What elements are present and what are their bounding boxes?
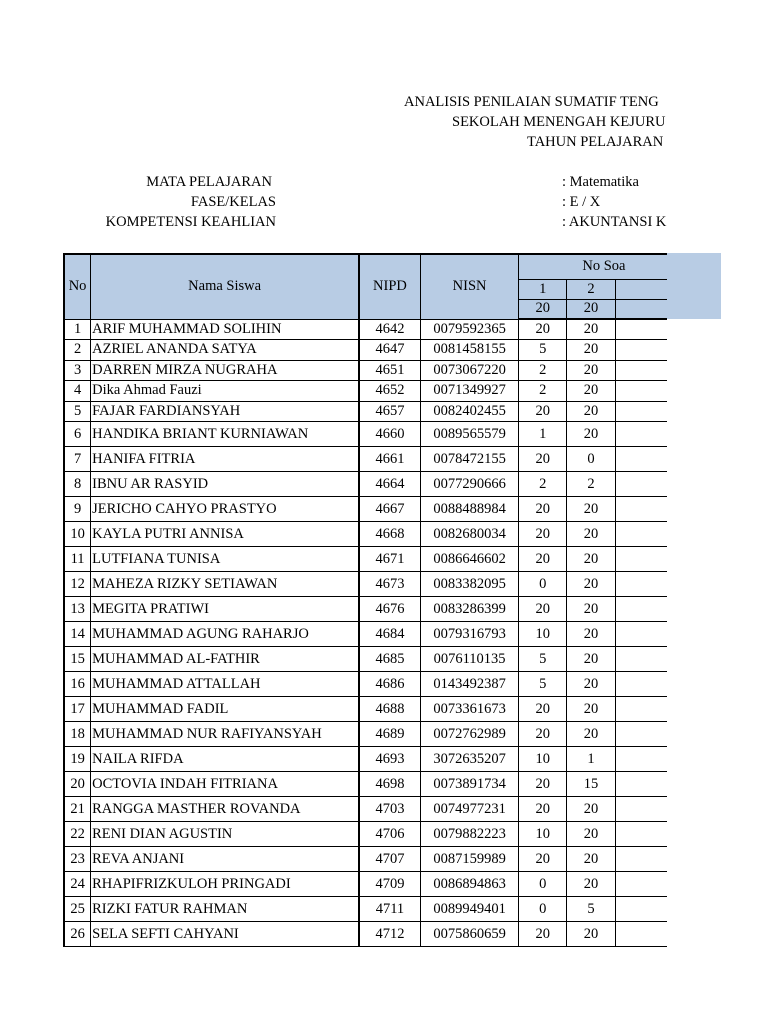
cell-score-1: 0 <box>519 572 567 597</box>
cell-score-2: 20 <box>567 522 616 547</box>
cell-no: 25 <box>64 897 91 922</box>
cell-score-3 <box>615 647 667 672</box>
cell-score-3 <box>615 697 667 722</box>
table-row <box>64 647 667 672</box>
cell-score-1: 20 <box>519 697 567 722</box>
cell-nisn: 0083382095 <box>420 572 519 597</box>
cell-nama: RIZKI FATUR RAHMAN <box>91 897 359 922</box>
cell-no: 7 <box>64 447 91 472</box>
cell-no: 4 <box>64 381 91 402</box>
cell-nipd: 4652 <box>359 381 420 402</box>
cell-no: 20 <box>64 772 91 797</box>
table-row <box>64 381 667 402</box>
cell-nama: NAILA RIFDA <box>91 747 359 772</box>
table-row <box>64 340 667 361</box>
table-row <box>64 797 667 822</box>
cell-score-1: 5 <box>519 672 567 697</box>
cell-nipd: 4657 <box>359 401 420 422</box>
cell-score-2: 20 <box>567 319 616 340</box>
cell-nipd: 4709 <box>359 872 420 897</box>
cell-nama: RENI DIAN AGUSTIN <box>91 822 359 847</box>
cell-nisn: 0075860659 <box>420 922 519 947</box>
cell-score-3 <box>615 497 667 522</box>
cell-nipd: 4689 <box>359 722 420 747</box>
table-row <box>64 872 667 897</box>
cell-nama: MUHAMMAD FADIL <box>91 697 359 722</box>
cell-score-3 <box>615 401 667 422</box>
cell-no: 26 <box>64 922 91 947</box>
table-row <box>64 497 667 522</box>
cell-nama: MUHAMMAD NUR RAFIYANSYAH <box>91 722 359 747</box>
cell-score-2: 20 <box>567 381 616 402</box>
cell-nisn: 0089565579 <box>420 422 519 447</box>
cell-no: 10 <box>64 522 91 547</box>
cell-nama: AZRIEL ANANDA SATYA <box>91 340 359 361</box>
cell-score-3 <box>615 360 667 381</box>
table-row <box>64 597 667 622</box>
cell-score-1: 20 <box>519 847 567 872</box>
cell-score-1: 20 <box>519 522 567 547</box>
cell-score-3 <box>615 447 667 472</box>
cell-score-3 <box>615 472 667 497</box>
cell-nama: REVA ANJANI <box>91 847 359 872</box>
cell-score-3 <box>615 772 667 797</box>
table-row <box>64 572 667 597</box>
cell-score-3 <box>615 672 667 697</box>
info-value-competency: : AKUNTANSI K <box>562 214 667 230</box>
cell-nipd: 4685 <box>359 647 420 672</box>
cell-nisn: 0078472155 <box>420 447 519 472</box>
cell-score-2: 20 <box>567 622 616 647</box>
cell-score-2: 20 <box>567 497 616 522</box>
cell-nama: ARIF MUHAMMAD SOLIHIN <box>91 319 359 340</box>
cell-nama: IBNU AR RASYID <box>91 472 359 497</box>
title-line-2: SEKOLAH MENENGAH KEJURU <box>452 114 666 130</box>
cell-nisn: 0082402455 <box>420 401 519 422</box>
cell-no: 14 <box>64 622 91 647</box>
cell-nisn: 0079316793 <box>420 622 519 647</box>
cell-nama: RANGGA MASTHER ROVANDA <box>91 797 359 822</box>
cell-no: 16 <box>64 672 91 697</box>
table-row <box>64 672 667 697</box>
cell-score-3 <box>615 922 667 947</box>
cell-nama: KAYLA PUTRI ANNISA <box>91 522 359 547</box>
cell-score-2: 1 <box>567 747 616 772</box>
info-label-competency: KOMPETENSI KEAHLIAN <box>105 214 276 230</box>
cell-score-3 <box>615 319 667 340</box>
cell-no: 1 <box>64 319 91 340</box>
cell-nisn: 0077290666 <box>420 472 519 497</box>
cell-no: 5 <box>64 401 91 422</box>
cell-nisn: 0073361673 <box>420 697 519 722</box>
cell-score-1: 20 <box>519 797 567 822</box>
cell-nisn: 0074977231 <box>420 797 519 822</box>
cell-nipd: 4712 <box>359 922 420 947</box>
table-row <box>64 722 667 747</box>
cell-nisn: 0079882223 <box>420 822 519 847</box>
cell-nama: HANDIKA BRIANT KURNIAWAN <box>91 422 359 447</box>
cell-score-1: 2 <box>519 472 567 497</box>
cell-score-1: 2 <box>519 381 567 402</box>
cell-nipd: 4676 <box>359 597 420 622</box>
cell-no: 2 <box>64 340 91 361</box>
cell-score-2: 20 <box>567 697 616 722</box>
info-label-class: FASE/KELAS <box>190 194 276 210</box>
cell-nipd: 4688 <box>359 697 420 722</box>
table-row <box>64 847 667 872</box>
cell-score-2: 20 <box>567 360 616 381</box>
cell-score-3 <box>615 797 667 822</box>
cell-score-1: 20 <box>519 401 567 422</box>
cell-nama: LUTFIANA TUNISA <box>91 547 359 572</box>
cell-score-2: 20 <box>567 822 616 847</box>
cell-score-3 <box>615 872 667 897</box>
info-label-subject: MATA PELAJARAN <box>146 174 272 190</box>
title-line-1: ANALISIS PENILAIAN SUMATIF TENG <box>404 94 659 110</box>
table-row <box>64 822 667 847</box>
cell-score-3 <box>615 897 667 922</box>
cell-nisn: 0071349927 <box>420 381 519 402</box>
cell-score-1: 2 <box>519 360 567 381</box>
cell-score-3 <box>615 622 667 647</box>
cell-score-1: 0 <box>519 872 567 897</box>
cell-score-3 <box>615 597 667 622</box>
cell-nama: RHAPIFRIZKULOH PRINGADI <box>91 872 359 897</box>
header-max-score: 20 <box>519 299 567 319</box>
cell-nama: MAHEZA RIZKY SETIAWAN <box>91 572 359 597</box>
cell-score-2: 20 <box>567 547 616 572</box>
cell-nama: HANIFA FITRIA <box>91 447 359 472</box>
cell-nipd: 4711 <box>359 897 420 922</box>
cell-score-2: 20 <box>567 401 616 422</box>
cell-no: 12 <box>64 572 91 597</box>
header-no-soal: No Soa <box>519 254 667 279</box>
cell-no: 24 <box>64 872 91 897</box>
cell-score-1: 20 <box>519 497 567 522</box>
cell-no: 13 <box>64 597 91 622</box>
cell-score-2: 20 <box>567 672 616 697</box>
cell-no: 17 <box>64 697 91 722</box>
cell-score-1: 5 <box>519 340 567 361</box>
cell-nama: MEGITA PRATIWI <box>91 597 359 622</box>
cell-score-3 <box>615 547 667 572</box>
cell-nisn: 0088488984 <box>420 497 519 522</box>
cell-score-2: 20 <box>567 572 616 597</box>
cell-score-2: 20 <box>567 597 616 622</box>
table-row <box>64 697 667 722</box>
header-nipd: NIPD <box>359 254 420 319</box>
cell-score-2: 0 <box>567 447 616 472</box>
cell-score-3 <box>615 747 667 772</box>
cell-score-2: 20 <box>567 722 616 747</box>
cell-nipd: 4667 <box>359 497 420 522</box>
cell-score-2: 20 <box>567 422 616 447</box>
header-soal-number: 1 <box>519 279 567 299</box>
cell-score-2: 20 <box>567 847 616 872</box>
table-row <box>64 622 667 647</box>
cell-nisn: 0079592365 <box>420 319 519 340</box>
header-max-score <box>615 299 667 319</box>
cell-score-3 <box>615 822 667 847</box>
cell-nipd: 4703 <box>359 797 420 822</box>
header-soal-number <box>615 279 667 299</box>
cell-nama: SELA SEFTI CAHYANI <box>91 922 359 947</box>
cell-score-2: 20 <box>567 922 616 947</box>
cell-nipd: 4671 <box>359 547 420 572</box>
cell-nisn: 0086646602 <box>420 547 519 572</box>
cell-nipd: 4647 <box>359 340 420 361</box>
cell-nipd: 4664 <box>359 472 420 497</box>
cell-nisn: 0083286399 <box>420 597 519 622</box>
table-row <box>64 922 667 947</box>
cell-nama: MUHAMMAD AL-FATHIR <box>91 647 359 672</box>
cell-score-1: 20 <box>519 447 567 472</box>
cell-nisn: 0081458155 <box>420 340 519 361</box>
cell-nipd: 4668 <box>359 522 420 547</box>
table-row <box>64 747 667 772</box>
cell-nisn: 3072635207 <box>420 747 519 772</box>
cell-nipd: 4661 <box>359 447 420 472</box>
cell-score-1: 10 <box>519 822 567 847</box>
cell-score-2: 20 <box>567 340 616 361</box>
cell-score-1: 5 <box>519 647 567 672</box>
header-overflow-fill <box>667 253 721 319</box>
cell-nipd: 4642 <box>359 319 420 340</box>
cell-no: 11 <box>64 547 91 572</box>
cell-score-1: 20 <box>519 597 567 622</box>
cell-nama: MUHAMMAD ATTALLAH <box>91 672 359 697</box>
cell-nama: OCTOVIA INDAH FITRIANA <box>91 772 359 797</box>
cell-score-1: 20 <box>519 319 567 340</box>
cell-nisn: 0076110135 <box>420 647 519 672</box>
cell-nama: Dika Ahmad Fauzi <box>91 381 359 402</box>
cell-nisn: 0143492387 <box>420 672 519 697</box>
table-row <box>64 522 667 547</box>
info-value-subject: : Matematika <box>562 174 639 190</box>
cell-nisn: 0087159989 <box>420 847 519 872</box>
cell-nama: MUHAMMAD AGUNG RAHARJO <box>91 622 359 647</box>
cell-nisn: 0073067220 <box>420 360 519 381</box>
cell-no: 8 <box>64 472 91 497</box>
table-row <box>64 772 667 797</box>
cell-score-1: 20 <box>519 922 567 947</box>
cell-score-2: 15 <box>567 772 616 797</box>
cell-nama: FAJAR FARDIANSYAH <box>91 401 359 422</box>
cell-nisn: 0073891734 <box>420 772 519 797</box>
cell-score-3 <box>615 572 667 597</box>
cell-score-1: 10 <box>519 747 567 772</box>
table-row <box>64 360 667 381</box>
cell-score-2: 20 <box>567 872 616 897</box>
cell-nipd: 4684 <box>359 622 420 647</box>
cell-nisn: 0086894863 <box>420 872 519 897</box>
table-row <box>64 897 667 922</box>
cell-nipd: 4673 <box>359 572 420 597</box>
cell-nipd: 4660 <box>359 422 420 447</box>
cell-score-2: 2 <box>567 472 616 497</box>
cell-score-1: 20 <box>519 547 567 572</box>
cell-no: 9 <box>64 497 91 522</box>
cell-no: 15 <box>64 647 91 672</box>
cell-score-3 <box>615 522 667 547</box>
cell-score-2: 5 <box>567 897 616 922</box>
cell-score-2: 20 <box>567 647 616 672</box>
info-value-class: : E / X <box>562 194 601 210</box>
table-row <box>64 447 667 472</box>
table-row <box>64 547 667 572</box>
cell-score-1: 10 <box>519 622 567 647</box>
cell-score-1: 20 <box>519 772 567 797</box>
student-score-table <box>63 253 667 947</box>
cell-no: 22 <box>64 822 91 847</box>
cell-score-3 <box>615 847 667 872</box>
cell-nipd: 4651 <box>359 360 420 381</box>
title-line-3: TAHUN PELAJARAN <box>527 134 664 150</box>
header-max-score: 20 <box>567 299 616 319</box>
cell-score-1: 20 <box>519 722 567 747</box>
cell-nisn: 0082680034 <box>420 522 519 547</box>
cell-score-3 <box>615 422 667 447</box>
cell-no: 19 <box>64 747 91 772</box>
cell-nisn: 0089949401 <box>420 897 519 922</box>
cell-score-3 <box>615 340 667 361</box>
header-soal-number: 2 <box>567 279 616 299</box>
cell-nipd: 4693 <box>359 747 420 772</box>
cell-no: 18 <box>64 722 91 747</box>
cell-no: 3 <box>64 360 91 381</box>
cell-score-1: 1 <box>519 422 567 447</box>
cell-nipd: 4707 <box>359 847 420 872</box>
cell-score-3 <box>615 722 667 747</box>
cell-nipd: 4706 <box>359 822 420 847</box>
table-row <box>64 401 667 422</box>
table-row <box>64 319 667 340</box>
header-nisn: NISN <box>420 254 519 319</box>
cell-nipd: 4686 <box>359 672 420 697</box>
cell-nisn: 0072762989 <box>420 722 519 747</box>
cell-no: 6 <box>64 422 91 447</box>
cell-score-3 <box>615 381 667 402</box>
cell-nama: DARREN MIRZA NUGRAHA <box>91 360 359 381</box>
table-row <box>64 422 667 447</box>
cell-no: 21 <box>64 797 91 822</box>
cell-score-1: 0 <box>519 897 567 922</box>
cell-nipd: 4698 <box>359 772 420 797</box>
header-no: No <box>64 254 91 319</box>
table-row <box>64 472 667 497</box>
cell-score-2: 20 <box>567 797 616 822</box>
cell-no: 23 <box>64 847 91 872</box>
header-nama-siswa: Nama Siswa <box>91 254 359 319</box>
cell-nama: JERICHO CAHYO PRASTYO <box>91 497 359 522</box>
